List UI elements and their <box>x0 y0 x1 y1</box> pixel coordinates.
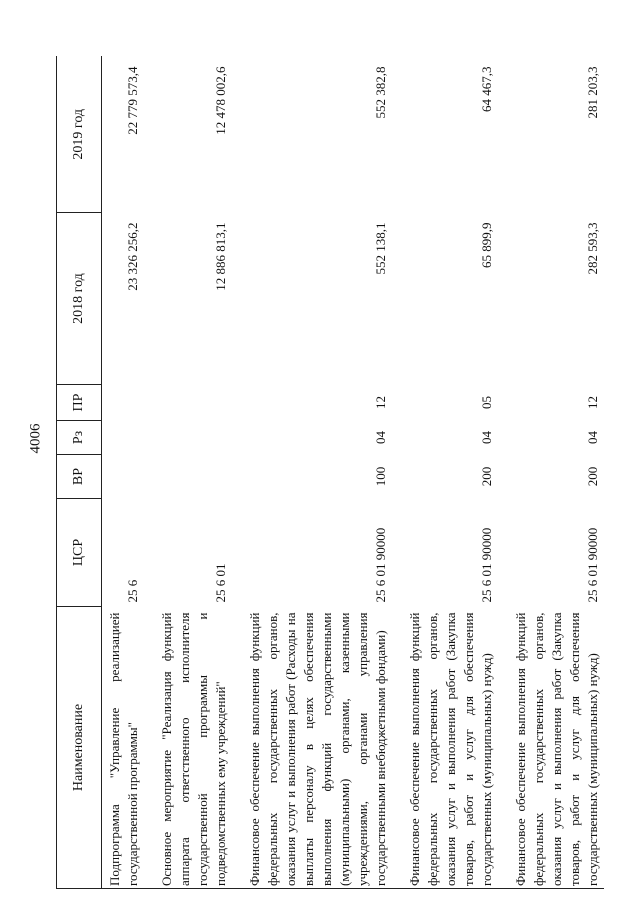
row-csr: 25 6 01 90000 <box>479 527 494 603</box>
row-name: Финансовое обеспечение выполнения функций федеральных государственных органов, оказания услуг и выполнения работ (Расходы на выплаты персоналу в целях обеспечения выполнения функций государственными (муниципальными) органами, казенными учреждениями, органами управления государственными внебюджетными фондами) <box>242 607 392 889</box>
table-header-row <box>57 57 102 889</box>
row-pr: 12 <box>373 396 388 409</box>
row-vr <box>102 455 145 499</box>
row-name: Финансовое обеспечение выполнения функций федеральных государственных органов, оказания услуг и выполнения работ (Закупка товаров, работ и услуг для обеспечения государственных (муниципальных) нужд) <box>508 607 604 889</box>
header-pr: ПР <box>57 385 102 421</box>
row-2019: 22 779 573,4 <box>125 66 140 135</box>
row-csr: 25 6 01 90000 <box>373 527 388 603</box>
row-2018: 23 326 256,2 <box>125 222 140 291</box>
row-rz: 04 <box>479 431 494 444</box>
table-row <box>242 57 392 889</box>
page-number: 4006 <box>27 423 44 454</box>
row-name: Финансовое обеспечение выполнения функций федеральных государственных органов, оказания услуг и выполнения работ (Закупка товаров, работ и услуг для обеспечения государственных (муниципальных) нужд) <box>402 607 498 889</box>
row-rz <box>154 421 232 455</box>
row-gap <box>232 57 242 889</box>
row-rz <box>102 421 145 455</box>
rotated-page <box>56 57 600 889</box>
row-csr: 25 6 01 90000 <box>585 527 600 603</box>
row-pr: 05 <box>479 396 494 409</box>
table-row <box>508 57 604 889</box>
header-2018: 2018 год <box>57 213 102 385</box>
table-row <box>102 57 145 889</box>
row-gap <box>498 57 508 889</box>
row-gap <box>144 57 154 889</box>
row-2018: 12 886 813,1 <box>213 222 228 291</box>
row-2019: 552 382,8 <box>373 66 388 119</box>
row-2018: 65 899,9 <box>479 222 494 268</box>
budget-table-wrapper <box>56 57 600 889</box>
header-vr: ВР <box>57 455 102 499</box>
row-2019: 281 203,3 <box>585 66 600 119</box>
header-name: Наименование <box>57 607 102 889</box>
row-rz: 04 <box>373 431 388 444</box>
table-row <box>154 57 232 889</box>
header-rz: Рз <box>57 421 102 455</box>
header-2019: 2019 год <box>57 57 102 213</box>
row-gap <box>392 57 402 889</box>
row-vr <box>154 455 232 499</box>
row-pr <box>102 385 145 421</box>
row-vr: 100 <box>373 466 388 487</box>
row-csr: 25 6 <box>125 579 140 603</box>
header-csr: ЦСР <box>57 499 102 607</box>
row-pr: 12 <box>585 396 600 409</box>
row-2019: 64 467,3 <box>479 66 494 112</box>
table-row <box>402 57 498 889</box>
row-vr: 200 <box>479 466 494 487</box>
row-csr: 25 6 01 <box>213 563 228 603</box>
row-2018: 552 138,1 <box>373 222 388 275</box>
row-2018: 282 593,3 <box>585 222 600 275</box>
row-name: Подпрограмма "Управление реализацией государственной программы" <box>102 607 145 889</box>
row-2019: 12 478 002,6 <box>213 66 228 135</box>
row-vr: 200 <box>585 466 600 487</box>
budget-table <box>56 57 604 890</box>
row-rz: 04 <box>585 431 600 444</box>
row-pr <box>154 385 232 421</box>
row-name: Основное мероприятие "Реализация функций аппарата ответственного исполнителя государственной программы и подведомственных ему учреждений" <box>154 607 232 889</box>
